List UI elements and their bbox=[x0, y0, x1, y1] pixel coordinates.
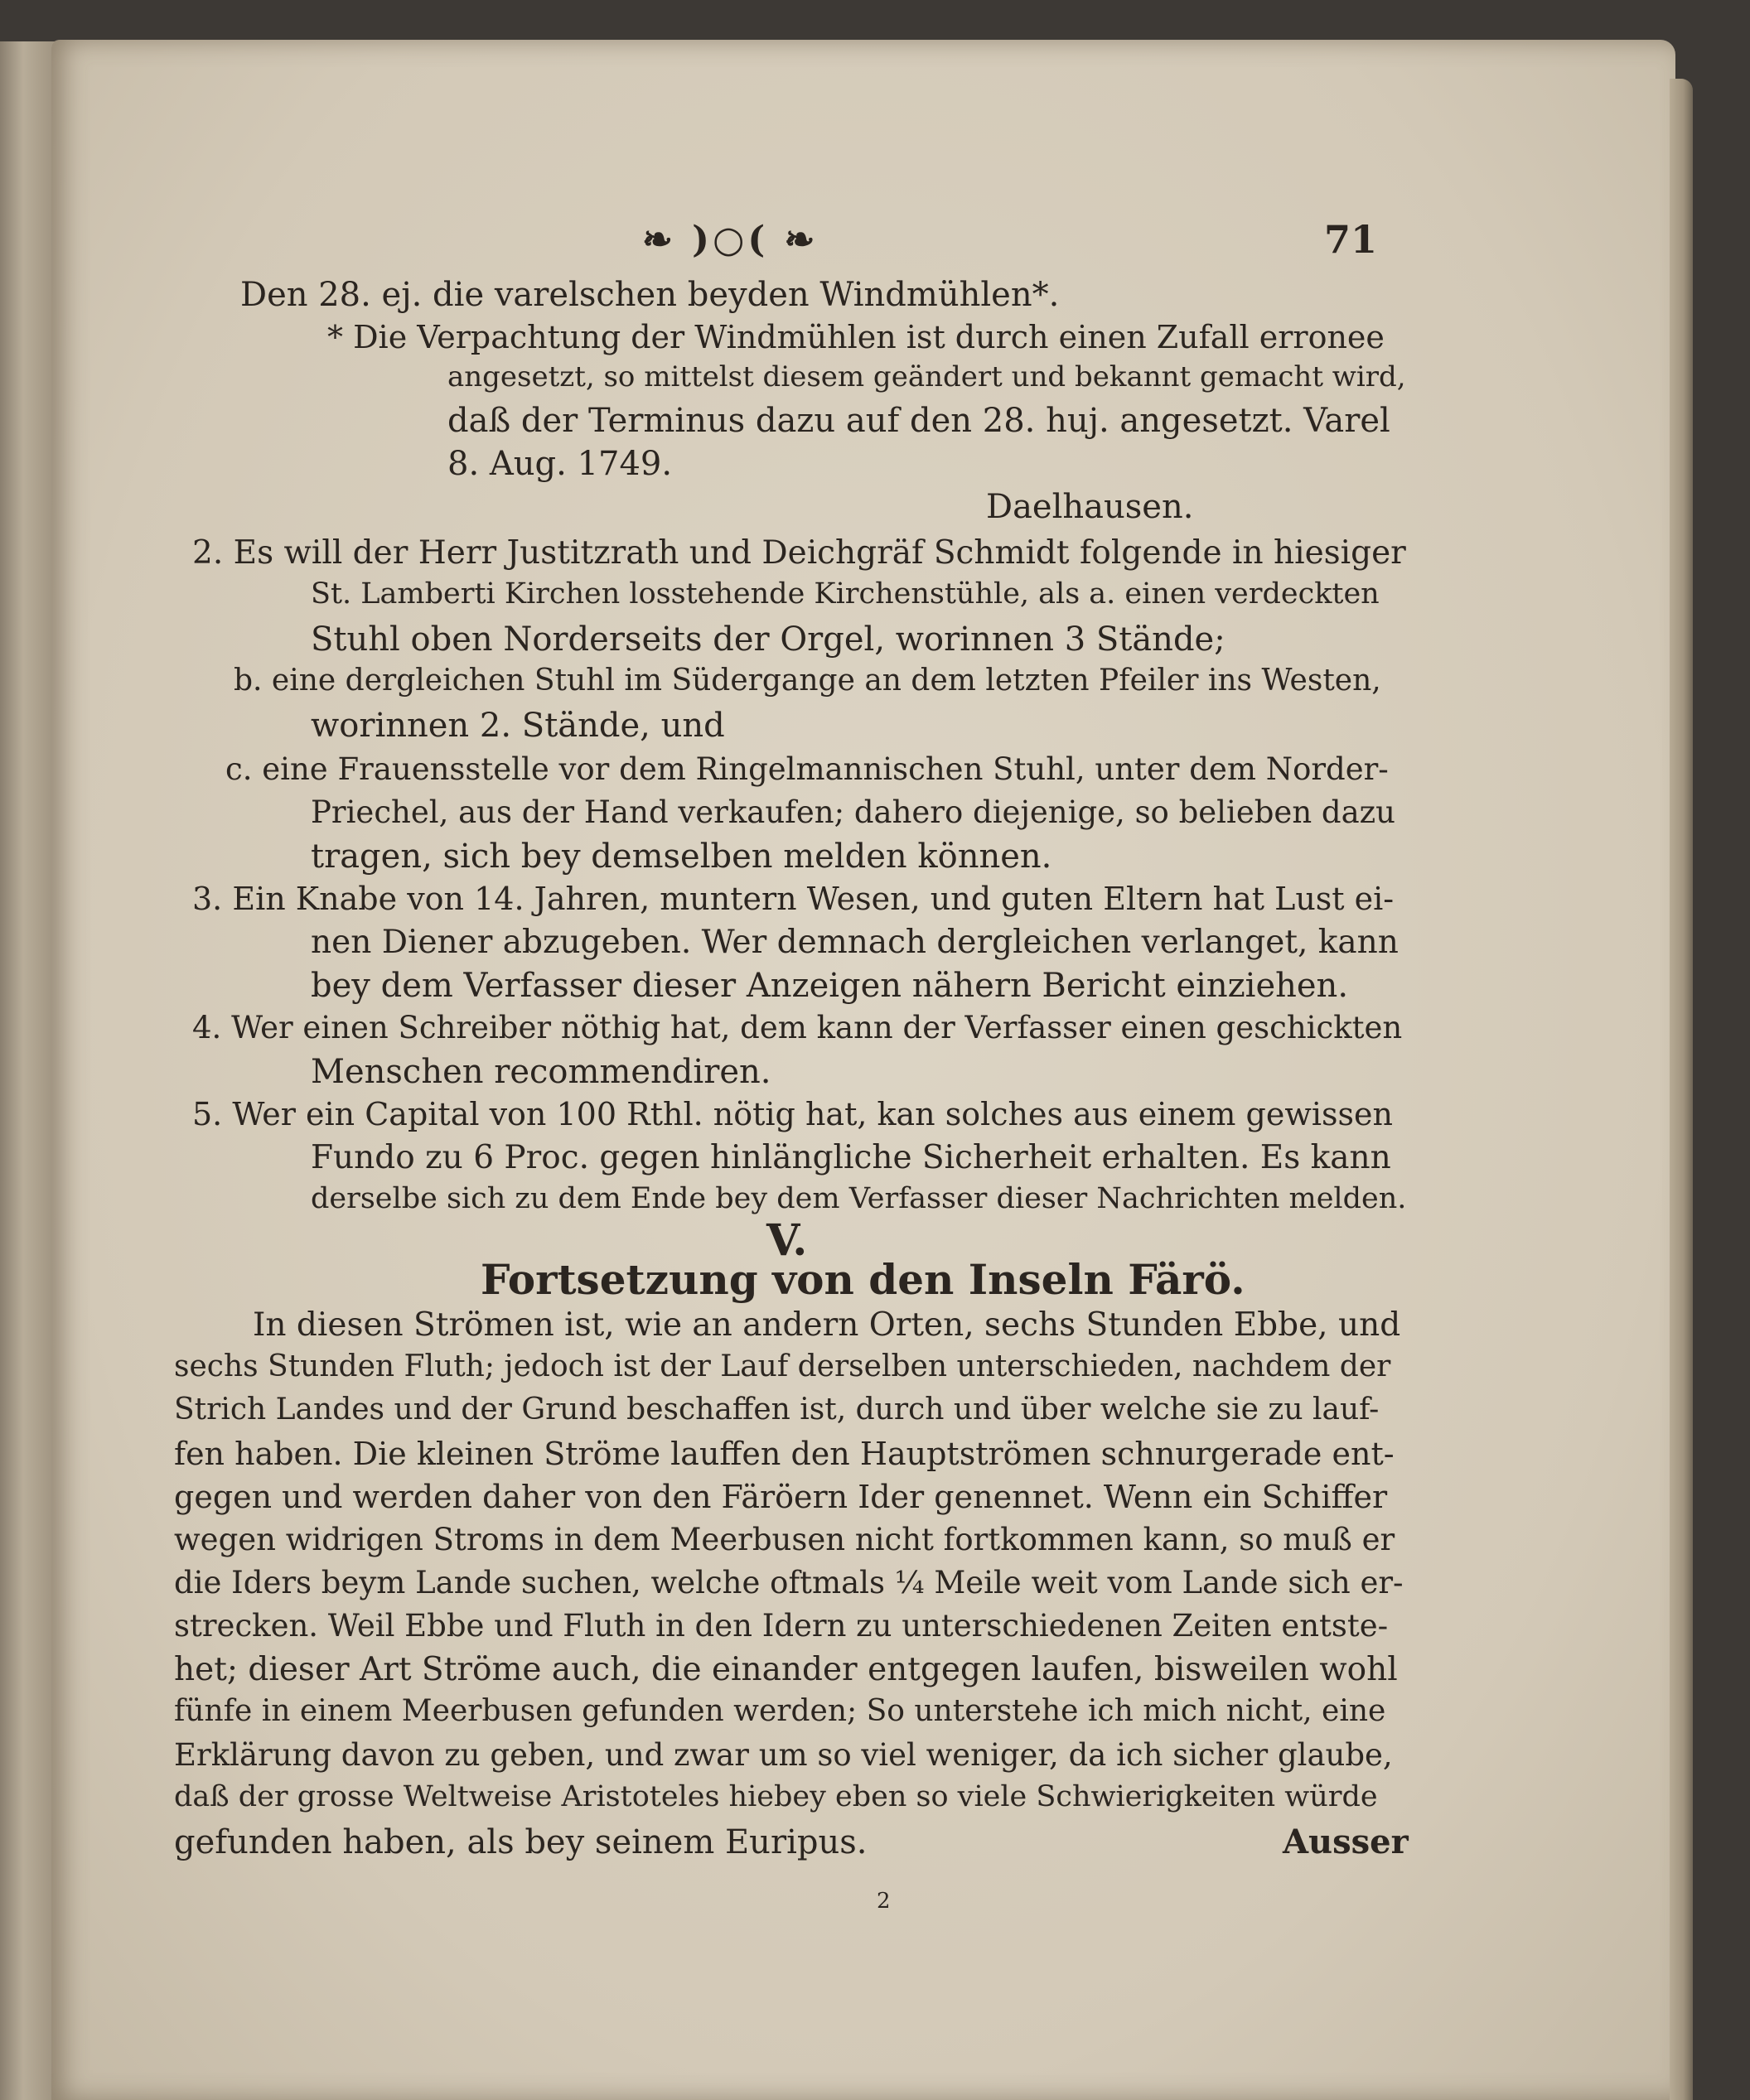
text-line: In diesen Strömen ist, wie an andern Orten, sechs Stunden Ebbe, und bbox=[253, 1306, 1401, 1344]
section-heading: Fortsetzung von den Inseln Färö. bbox=[481, 1255, 1245, 1304]
text-line: strecken. Weil Ebbe und Fluth in den Idern zu unterschiedenen Zeiten entste- bbox=[174, 1608, 1389, 1644]
text-line: fünfe in einem Meerbusen gefunden werden; So unterstehe ich mich nicht, eine bbox=[174, 1694, 1386, 1728]
text-line: Den 28. ej. die varelschen beyden Windmühlen*. bbox=[240, 276, 1060, 314]
section-number: V. bbox=[766, 1215, 808, 1266]
footnote-line: 8. Aug. 1749. bbox=[447, 445, 673, 483]
text-line: 4. Wer einen Schreiber nöthig hat, dem kann der Verfasser einen geschickten bbox=[192, 1010, 1403, 1045]
text-line: bey dem Verfasser dieser Anzeigen nähern Bericht einziehen. bbox=[311, 967, 1349, 1005]
text-line: nen Diener abzugeben. Wer demnach dergleichen verlanget, kann bbox=[311, 924, 1399, 961]
text-line: 5. Wer ein Capital von 100 Rthl. nötig hat, kan solches aus einem gewissen bbox=[192, 1096, 1393, 1132]
text-line: Fundo zu 6 Proc. gegen hinlängliche Sicherheit erhalten. Es kann bbox=[311, 1139, 1391, 1176]
text-line: derselbe sich zu dem Ende bey dem Verfasser dieser Nachrichten melden. bbox=[311, 1182, 1407, 1215]
text-line: daß der grosse Weltweise Aristoteles hiebey eben so viele Schwierigkeiten würde bbox=[174, 1780, 1378, 1813]
text-line: 2. Es will der Herr Justitzrath und Deichgräf Schmidt folgende in hiesiger bbox=[192, 534, 1406, 572]
footnote-line: angesetzt, so mittelst diesem geändert und bekannt gemacht wird, bbox=[447, 360, 1406, 393]
text-line: het; dieser Art Ströme auch, die einander entgegen laufen, bisweilen wohl bbox=[174, 1651, 1398, 1688]
text-line: Strich Landes und der Grund beschaffen ist, durch und über welche sie zu lauf- bbox=[174, 1393, 1380, 1427]
text-line: sechs Stunden Fluth; jedoch ist der Lauf derselben unterschieden, nachdem der bbox=[174, 1349, 1391, 1383]
text-line: 3. Ein Knabe von 14. Jahren, muntern Wesen, und guten Eltern hat Lust ei- bbox=[192, 881, 1395, 917]
text-line: gegen und werden daher von den Färöern Ider genennet. Wenn ein Schiffer bbox=[174, 1479, 1388, 1515]
text-line: Priechel, aus der Hand verkaufen; dahero diejenige, so belieben dazu bbox=[311, 794, 1395, 830]
text-line: gefunden haben, als bey seinem Euripus. bbox=[174, 1823, 868, 1861]
text-line: tragen, sich bey demselben melden können. bbox=[311, 838, 1052, 876]
text-line: b. eine dergleichen Stuhl im Südergange an dem letzten Pfeiler ins Westen, bbox=[234, 664, 1381, 698]
signature-name: Daelhausen. bbox=[986, 488, 1194, 526]
text-line: worinnen 2. Stände, und bbox=[311, 707, 725, 745]
header-ornament: ❧ )○( ❧ bbox=[642, 219, 819, 261]
page-number: 71 bbox=[1324, 217, 1378, 262]
text-line: Stuhl oben Norderseits der Orgel, worinnen 3 Stände; bbox=[311, 620, 1225, 659]
text-line: fen haben. Die kleinen Ströme lauffen den Hauptströmen schnurgerade ent- bbox=[174, 1436, 1395, 1472]
footnote-line: daß der Terminus dazu auf den 28. huj. angesetzt. Varel bbox=[447, 402, 1390, 440]
catchword: Ausser bbox=[1283, 1822, 1409, 1861]
page-fore-edge bbox=[1670, 79, 1693, 2100]
left-page-edge bbox=[0, 41, 58, 2100]
signature-mark: 2 bbox=[877, 1889, 891, 1914]
text-line: c. eine Frauensstelle vor dem Ringelmannischen Stuhl, unter dem Norder- bbox=[225, 751, 1389, 787]
text-line: Erklärung davon zu geben, und zwar um so viel weniger, da ich sicher glaube, bbox=[174, 1737, 1393, 1773]
text-line: wegen widrigen Stroms in dem Meerbusen nicht fortkommen kann, so muß er bbox=[174, 1522, 1395, 1557]
footnote-line: * Die Verpachtung der Windmühlen ist durch einen Zufall erronee bbox=[327, 319, 1385, 355]
text-line: die Iders beym Lande suchen, welche oftmals ¼ Meile weit vom Lande sich er- bbox=[174, 1565, 1404, 1600]
text-line: St. Lamberti Kirchen losstehende Kirchenstühle, als a. einen verdeckten bbox=[311, 577, 1380, 611]
text-line: Menschen recommendiren. bbox=[311, 1053, 771, 1091]
